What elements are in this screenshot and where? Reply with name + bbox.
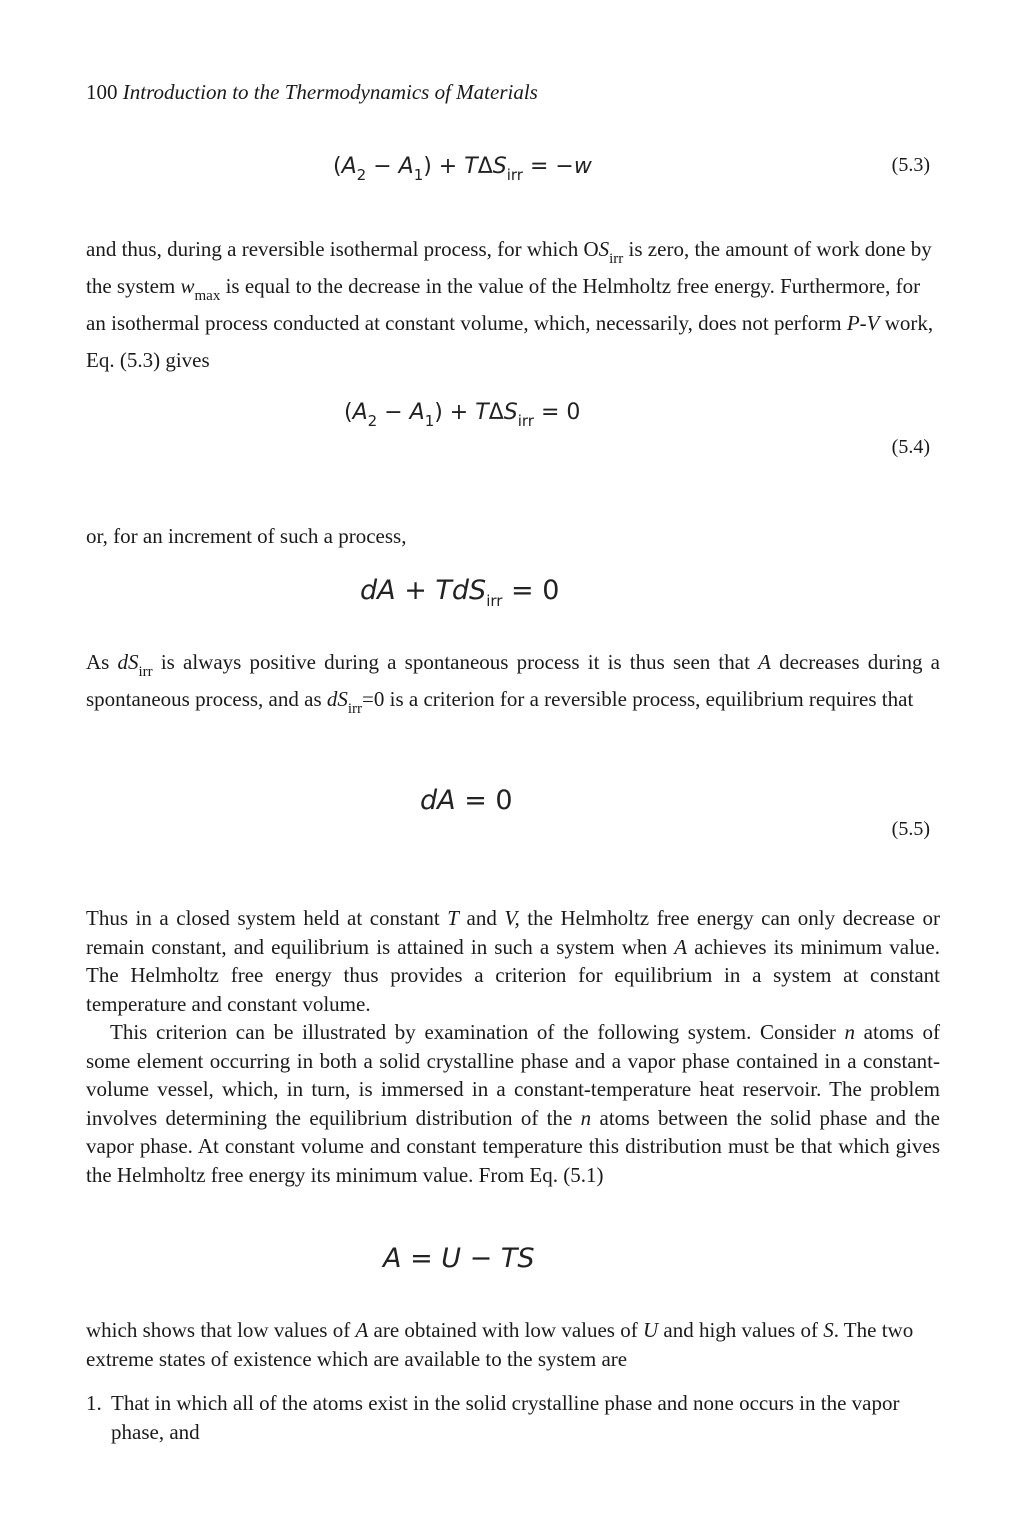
paragraph-reversible-isothermal: and thus, during a reversible isothermal process, for which $OS_{irr}$ is zero, the amount of work done by the system $w_{max}$ is equal to the decrease in the value of the Helmholtz free energy. Furthermore, for an isothermal process conducted at constant volume, which, necessarily, does not perform P-V work, Eq. (5.3) gives [86,237,934,372]
paragraph-spontaneous-process: As $dS_{irr}$ is always positive during a spontaneous process it is thus seen that A decreases during a spontaneous process, and as $dS_{irr}=0$ is a criterion for a reversible process, equilibrium requires that [86,650,941,717]
equation-differential: dA + TdS$_{irr}$ = 0 [360,575,560,610]
paragraph-closed-system: Thus in a closed system held at constant T and V, the Helmholtz free energy can only decrease or remain constant, and equilibrium is attained in such a system when A achieves its minimum value. The Helmholtz free energy thus provides a criterion for equilibrium in a system at constant temperature and constant volume. This criterion can be illustrated by examination of the following system. Consider n atoms of some element occurring in both a solid crystalline phase and a vapor phase contained in a constant-volume vessel, which, in turn, is immersed in a constant-temperature heat reservoir. The problem involves determining the equilibrium distribution of the n atoms between the solid phase and the vapor phase. At constant volume and constant temperature this distribution must be that which gives the Helmholtz free energy its minimum value. From Eq. (5.1) [86,904,940,1189]
book-title: Introduction to the Thermodynamics of Materials [122,80,538,104]
equation-5-3: $(A_2 - A_1) + T\Delta S_{irr} = -w$ [333,154,592,184]
list-text: That in which all of the atoms exist in the solid crystalline phase and none occurs in the vapor phase, and [111,1391,900,1444]
page-number: 100 [86,80,118,104]
running-header [86,80,538,105]
equation-helmholtz-definition: A = U − TS [383,1243,535,1274]
list-number: 1. [86,1391,102,1415]
paragraph-extreme-states: which shows that low values of A are obtained with low values of U and high values of S. The two extreme states of existence which are available to the system are [86,1318,914,1371]
equation-5-4: $(A_2 - A_1) + T\Delta S_{irr} = 0$ [344,400,581,430]
paragraph-criterion-example: This criterion can be illustrated by examination of the following system. Consider n atoms of some element occurring in both a solid crystalline phase and a vapor phase contained in a constant-volume vessel, which, in turn, is immersed in a constant-temperature heat reservoir. The problem involves determining the equilibrium distribution of the n atoms between the solid phase and the vapor phase. At constant volume and constant temperature this distribution must be that which gives the Helmholtz free energy its minimum value. From Eq. (5.1) [86,1020,940,1187]
equation-number-5-5: (5.5) [891,818,930,840]
equation-number-5-4: (5.4) [891,436,930,458]
list-item [86,1389,940,1447]
equation-number-5-3: (5.3) [891,154,930,176]
paragraph-increment: or, for an increment of such a process, [86,524,407,548]
equation-5-5: dA = 0 [420,785,513,816]
